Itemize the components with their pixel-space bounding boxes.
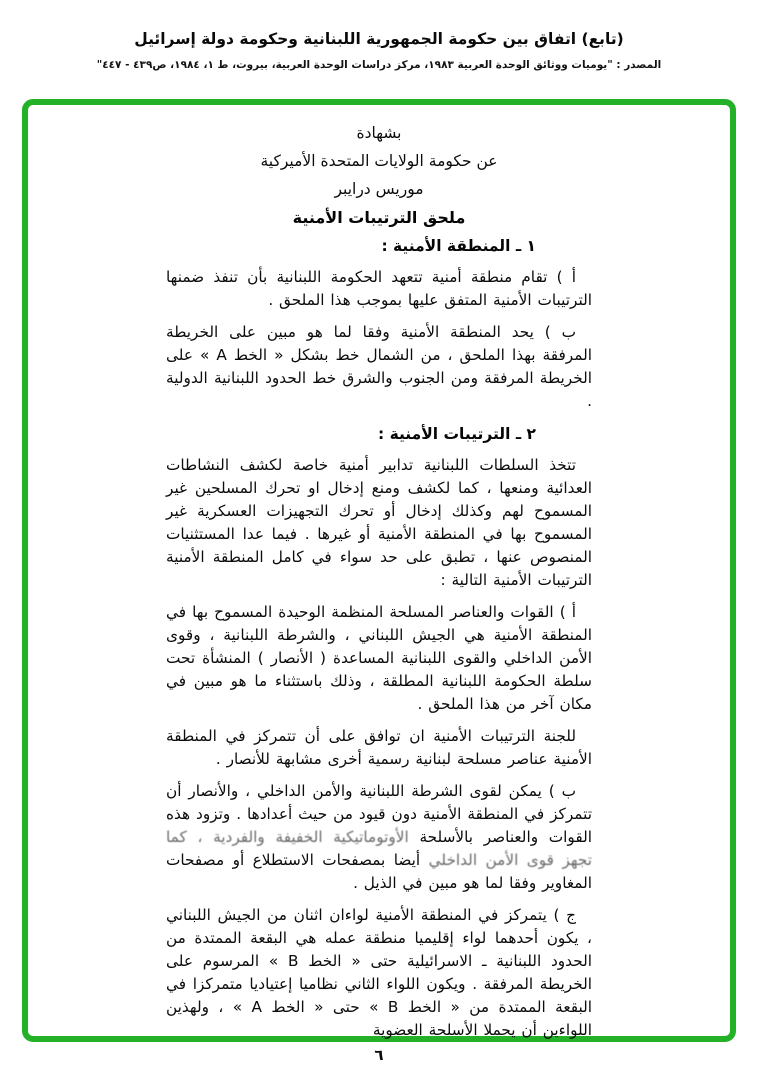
page-number: ٦ <box>374 1046 384 1064</box>
paragraph-2a: أ ) القوات والعناصر المسلحة المنظمة الوحيدة المسموح بها في المنطقة الأمنية هي الجيش اللبناني ، والشرطة اللبنانية ، وقوى الأمن الداخلي والقوى اللبنانية المساعدة ( الأنصار ) المنشأة تحت سلطة الحكومة اللبنانية المطلقة ، وذلك باستثناء ما هو مبين في مكان آخر من هذا الملحق . <box>166 603 592 713</box>
attestation-line-2: عن حكومة الولايات المتحدة الأميركية <box>260 152 498 170</box>
document-body <box>166 119 592 1042</box>
paragraph-2c: ج ) يتمركز في المنطقة الأمنية لواءان اثنان من الجيش اللبناني ، يكون أحدهما لواء إقليميا منطقة عمله هي البقعة الممتدة من الحدود اللبنانية ـ الاسرائيلية حتى « الخط B » المرسوم على الخريطة المرفقة . ويكون اللواء الثاني نظاميا إعتياديا متمركزا في البقعة الممتدة من « الخط B » حتى « الخط A » ، ولهذين اللواءين أن يحملا الأسلحة العضوية <box>166 906 592 1039</box>
paragraph-2b <box>166 780 592 895</box>
paragraph-2b-faded-line: الأوتوماتيكية الخفيفة والفردية ، كما تجهز قوى الأمن الداخلي <box>166 828 593 869</box>
paragraph-2a-committee: للجنة الترتيبات الأمنية ان توافق على أن تتمركز في المنطقة الأمنية عناصر مسلحة لبنانية رسمية أخرى مشابهة للأنصار . <box>166 727 592 768</box>
section-heading-2: ٢ ـ الترتيبات الأمنية : <box>377 425 536 443</box>
paragraph-2-intro: تتخذ السلطات اللبنانية تدابير أمنية خاصة لكشف النشاطات العدائية ومنعها ، كما لكشف ومنع إدخال او تحرك المسلحين غير المسموح لهم وكذلك إدخال أو تحرك التجهيزات العسكرية غير المسموح بها في المنطقة الأمنية أو غيرها . فيما عدا المستثنيات المنصوص عنها ، تطبق على حد سواء في كامل المنطقة الأمنية الترتيبات الأمنية التالية : <box>166 456 592 589</box>
document-green-box <box>22 99 736 1042</box>
paragraph-1a: أ ) تقام منطقة أمنية تتعهد الحكومة اللبنانية بأن تنفذ ضمنها الترتيبات الأمنية المتفق عليها بموجب هذا الملحق . <box>166 268 592 309</box>
paragraph-1b: ب ) يحد المنطقة الأمنية وفقا لما هو مبين على الخريطة المرفقة بهذا الملحق ، من الشمال خط بشكل « الخط A » على الخريطة المرفقة ومن الجنوب والشرق خط الحدود اللبنانية الدولية . <box>166 323 592 410</box>
document-title: (تابع) اتفاق بين حكومة الجمهورية اللبنانية وحكومة دولة إسرائيل <box>134 30 624 48</box>
page-header <box>0 0 758 71</box>
attestation-line-1: بشهادة <box>356 124 402 142</box>
annex-title: ملحق الترتيبات الأمنية <box>292 208 466 227</box>
section-heading-1: ١ ـ المنطقة الأمنية : <box>381 237 536 255</box>
paragraph-2b-text: ب ) يمكن لقوى الشرطة اللبنانية والأمن الداخلي ، والأنصار أن تتمركز في المنطقة الأمنية دون قيود من حيث أعدادها . وتزود هذه القوات والعناصر بالأسلحة <box>166 782 592 846</box>
paragraph-2b-text-end: أيضا بمصفحات الاستطلاع أو مصفحات المغاوير وفقا لما هو مبين في الذيل . <box>166 851 592 892</box>
source-citation: المصدر : "يوميات ووثائق الوحدة العربية ١٩٨٣، مركز دراسات الوحدة العربية، بيروت، ط ١، ١٩٨٤، ص٤٣٩ - ٤٤٧" <box>96 59 662 71</box>
attestation-line-3: موريس درايبر <box>334 180 424 198</box>
